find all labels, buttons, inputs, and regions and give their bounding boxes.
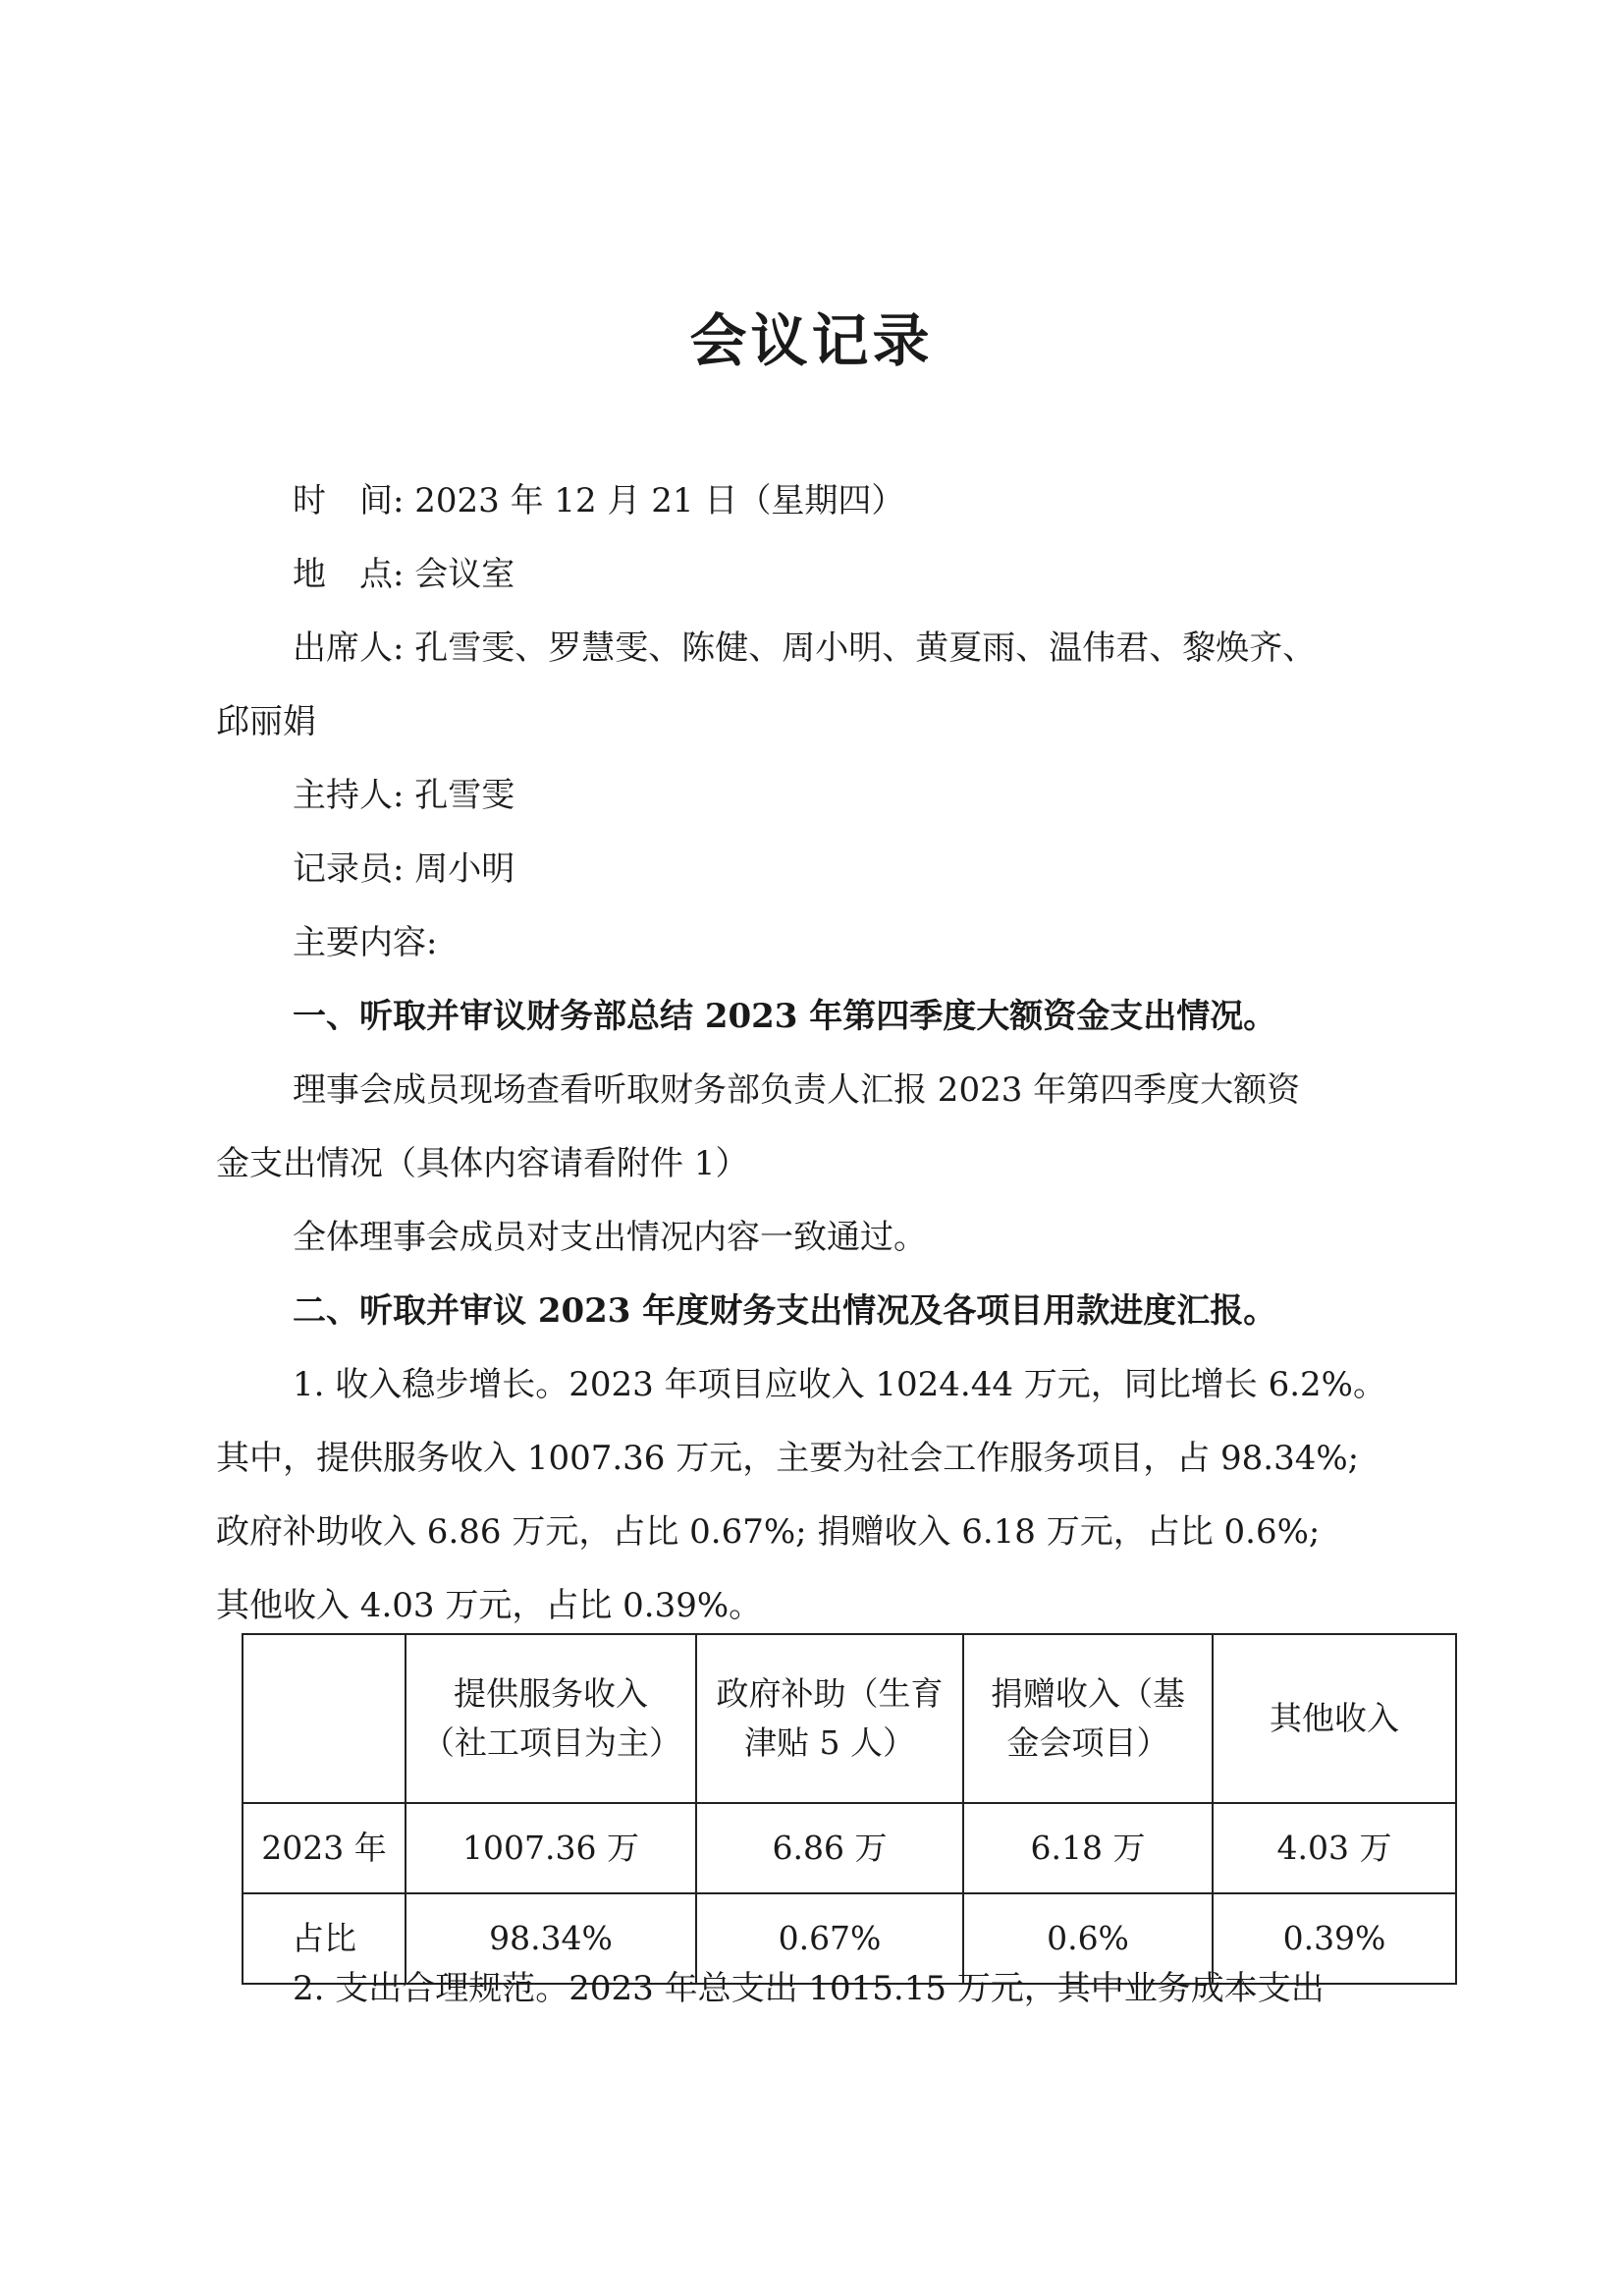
section2-p1-line1: 1. 收入稳步增长。2023 年项目应收入 1024.44 万元，同比增长 6.2%。 — [293, 1365, 1386, 1404]
recorder-value: 周小明 — [414, 849, 515, 889]
table-cell: 2023 年 — [243, 1803, 406, 1893]
place-label: 地 点: — [293, 555, 405, 594]
section1-heading: 一、听取并审议财务部总结 2023 年第四季度大额资金支出情况。 — [293, 997, 1277, 1036]
table-cell: 6.18 万 — [963, 1803, 1213, 1893]
section1-para1-line2: 金支出情况（具体内容请看附件 1） — [216, 1144, 749, 1183]
table-header-cell: 政府补助（生育津贴 5 人） — [696, 1634, 963, 1803]
host-label: 主持人: — [293, 776, 405, 815]
attendees-value: 孔雪雯、罗慧雯、陈健、周小明、黄夏雨、温伟君、黎焕齐、 — [414, 629, 1317, 668]
attendees-label: 出席人: — [293, 629, 405, 668]
meta-host — [293, 776, 514, 815]
table-header-row — [243, 1634, 1456, 1803]
section1-para2: 全体理事会成员对支出情况内容一致通过。 — [293, 1218, 927, 1257]
table-cell: 0.39% — [1213, 1893, 1456, 1984]
meta-recorder — [293, 849, 514, 889]
table-cell: 1007.36 万 — [406, 1803, 696, 1893]
document-title: 会议记录 — [689, 307, 934, 374]
meta-time — [293, 481, 904, 520]
table-cell: 98.34% — [406, 1893, 696, 1984]
section2-p1-line3: 政府补助收入 6.86 万元，占比 0.67%; 捐赠收入 6.18 万元，占比 0.6%; — [216, 1512, 1321, 1552]
table-cell: 6.86 万 — [696, 1803, 963, 1893]
table-header-cell: 捐赠收入（基金会项目） — [963, 1634, 1213, 1803]
section1-para1-line1: 理事会成员现场查看听取财务部负责人汇报 2023 年第四季度大额资 — [293, 1070, 1301, 1110]
section2-p1-line2: 其中，提供服务收入 1007.36 万元，主要为社会工作服务项目，占 98.34%; — [216, 1439, 1360, 1478]
attendees-continuation: 邱丽娟 — [216, 702, 316, 741]
table-cell: 4.03 万 — [1213, 1803, 1456, 1893]
content-label: 主要内容: — [293, 923, 438, 962]
table-header-cell: 提供服务收入（社工项目为主） — [406, 1634, 696, 1803]
section2-p1-line4: 其他收入 4.03 万元，占比 0.39%。 — [216, 1586, 763, 1625]
table-cell: 0.6% — [963, 1893, 1213, 1984]
meta-place — [293, 555, 514, 594]
table-row — [243, 1803, 1456, 1893]
place-value: 会议室 — [414, 555, 515, 594]
income-table — [242, 1633, 1457, 1985]
table-header-cell — [243, 1634, 406, 1803]
table-header-cell: 其他收入 — [1213, 1634, 1456, 1803]
time-value: 2023 年 12 月 21 日（星期四） — [414, 481, 905, 520]
section2-heading: 二、听取并审议 2023 年度财务支出情况及各项目用款进度汇报。 — [293, 1291, 1277, 1331]
time-label: 时 间: — [293, 481, 405, 520]
table-cell: 0.67% — [696, 1893, 963, 1984]
recorder-label: 记录员: — [293, 849, 405, 889]
host-value: 孔雪雯 — [414, 776, 515, 815]
table-cell: 占比 — [243, 1893, 406, 1984]
meta-attendees — [293, 629, 1316, 668]
section2-p2-line1: 2. 支出合理规范。2023 年总支出 1015.15 万元，其中业务成本支出 — [293, 1969, 1325, 2008]
